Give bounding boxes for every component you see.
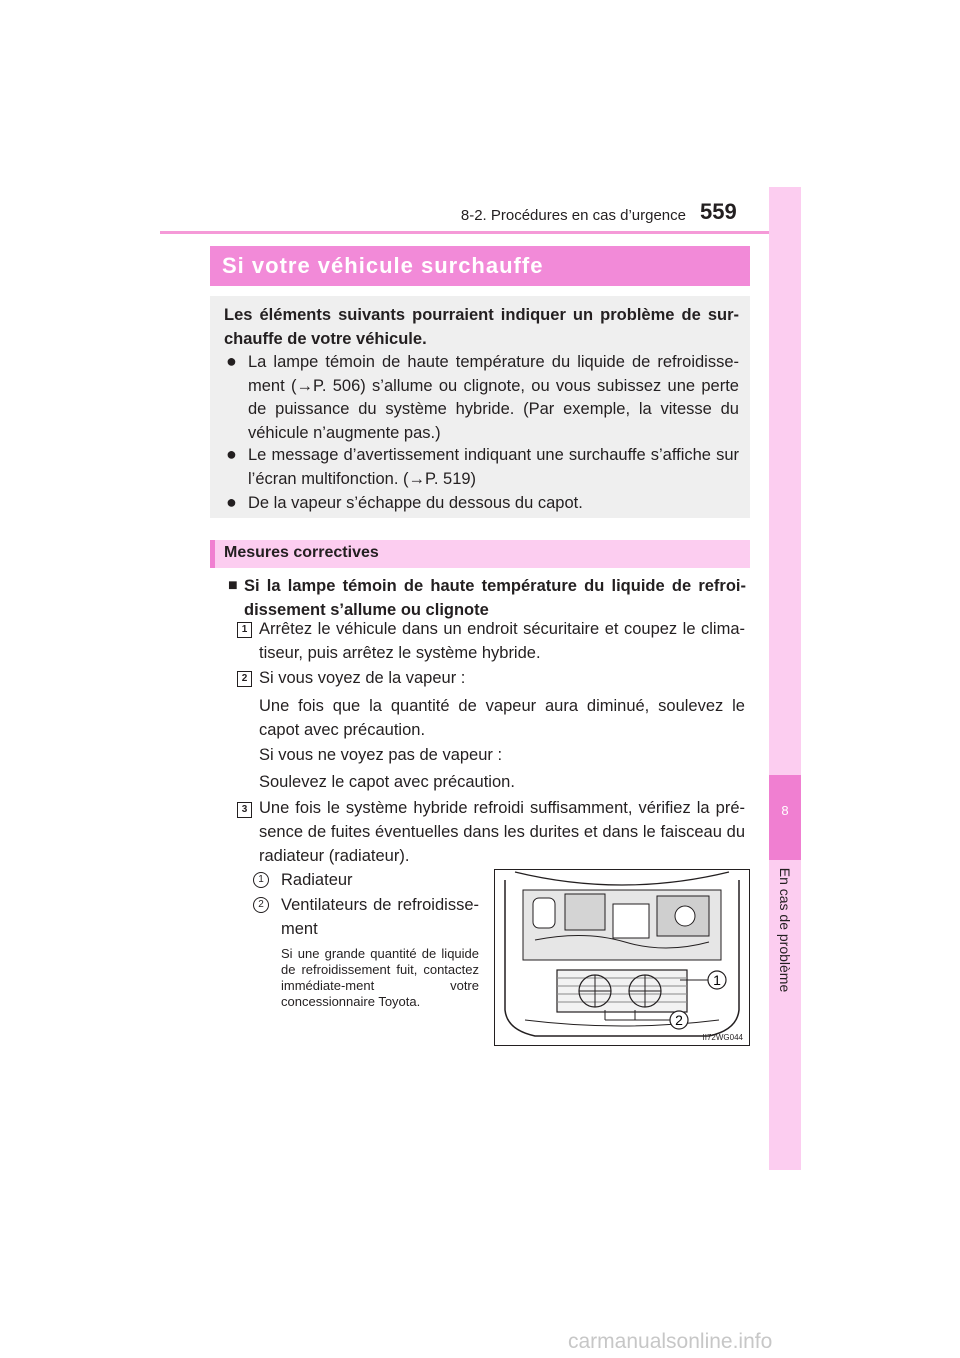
info-intro: Les éléments suivants pourraient indiquer un problème de sur-chauffe de votre véhicule. [224, 306, 739, 348]
section-title: 8-2. Procédures en cas d’urgence [460, 207, 686, 224]
step-text: Si vous voyez de la vapeur : [259, 669, 466, 687]
header-rule [160, 231, 800, 234]
callout-number: 1 [253, 872, 269, 888]
bullet-dot-icon: ● [226, 492, 237, 512]
watermark: carmanualsonline.info [568, 1330, 773, 1353]
subheading-accent [210, 540, 215, 568]
info-bullet-text: La lampe témoin de haute température du liquide de refroidisse-ment (→P. 506) s’allume ou clignote, ou vous subissez une perte de puissance du système hybride. (Par exemple, la vitesse du véhicule n’augmente pas.) [248, 353, 739, 442]
step-number: 3 [237, 802, 252, 818]
step-number: 1 [237, 622, 252, 638]
info-bullet [226, 492, 739, 516]
illustration-code: II72WG044 [702, 1033, 743, 1042]
chapter-side-tab [769, 187, 801, 1170]
callout-label: Ventilateurs de refroidisse-ment [281, 896, 479, 938]
chapter-label: En cas de problème [777, 867, 793, 993]
square-bullet-icon: ■ [228, 577, 238, 594]
info-bullet [226, 351, 739, 445]
step-detail: Soulevez le capot avec précaution. [259, 773, 515, 791]
page-title: Si votre véhicule surchauffe [222, 253, 544, 278]
page-number: 559 [700, 199, 737, 224]
step-text: Arrêtez le véhicule dans un endroit sécuritaire et coupez le clima-tiseur, puis arrêtez le système hybride. [259, 620, 745, 662]
callout-number: 2 [253, 897, 269, 913]
info-box [210, 296, 750, 518]
step-number: 2 [237, 671, 252, 687]
info-bullet-text: Le message d’avertissement indiquant une surchauffe s’affiche sur l’écran multifonction. (→P. 519) [248, 446, 739, 488]
bullet-dot-icon: ● [226, 444, 237, 464]
engine-bay-illustration [494, 869, 750, 1046]
info-bullet [226, 444, 739, 491]
chapter-number: 8 [781, 803, 789, 818]
illustration-marker-1: 1 [713, 972, 721, 988]
procedure-heading [228, 574, 746, 622]
engine-bay-drawing [495, 870, 749, 1045]
procedure-heading-text: Si la lampe témoin de haute température du liquide de refroi-dissement s’allume ou clignote [244, 577, 746, 619]
step-detail: Si vous ne voyez pas de vapeur : [259, 746, 503, 764]
step-detail: Une fois que la quantité de vapeur aura diminué, soulevez le capot avec précaution. [259, 697, 745, 739]
step-text: Une fois le système hybride refroidi suffisamment, vérifiez la pré-sence de fuites éventuelles dans les durites et dans le faisceau du radiateur (radiateur). [259, 799, 745, 865]
bullet-dot-icon: ● [226, 351, 237, 371]
subheading: Mesures correctives [224, 544, 379, 561]
illustration-marker-2: 2 [675, 1012, 683, 1028]
info-bullet-text: De la vapeur s’échappe du dessous du capot. [248, 494, 583, 512]
callout-label: Radiateur [281, 871, 353, 889]
note-text: Si une grande quantité de liquide de refroidissement fuit, contactez immédiate-ment votre concessionnaire Toyota. [281, 946, 479, 1009]
